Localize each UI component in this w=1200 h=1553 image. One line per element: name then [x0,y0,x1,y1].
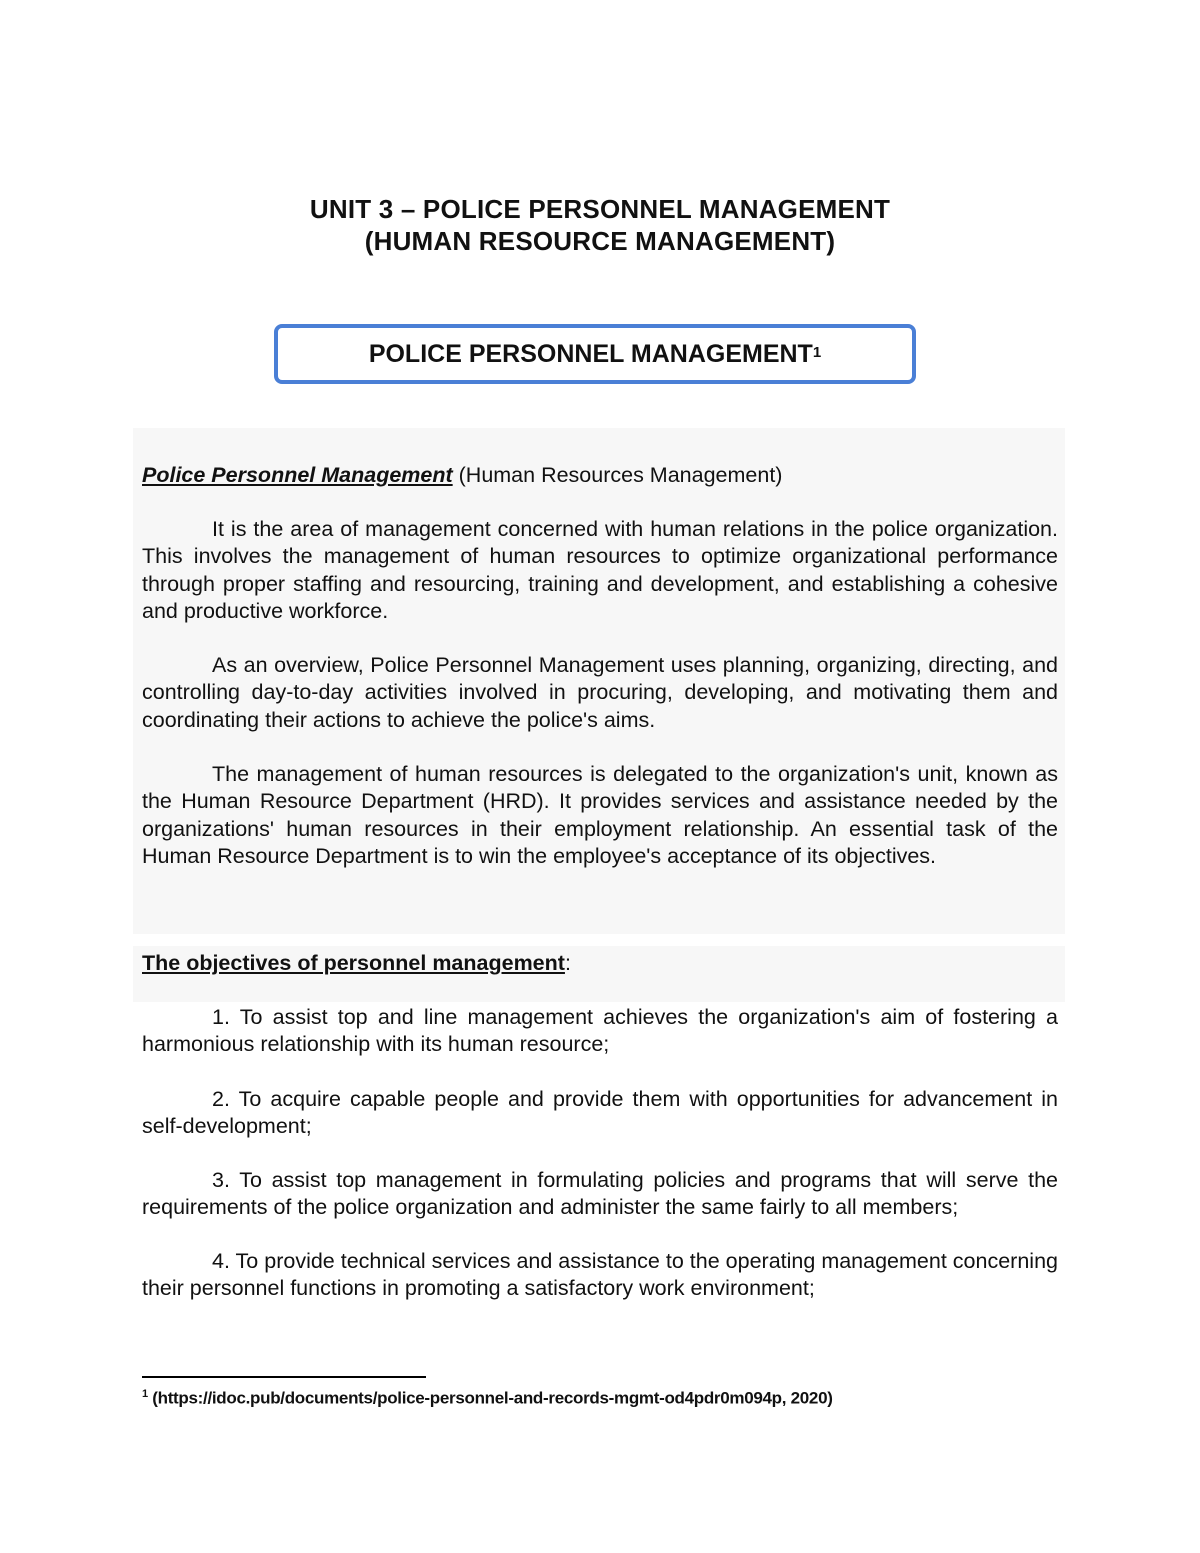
objectives-heading: The objectives of personnel management [142,951,565,975]
paragraph-definition: It is the area of management concerned with human relations in the police organization. This involves the management of human resources to optimize organizational performance through proper staffing and resourcing, training and development, and establishing a cohesive and productive workforce. [142,517,1058,623]
section-title: POLICE PERSONNEL MANAGEMENT [368,339,813,368]
footnote-mark: 1 [142,1388,148,1400]
objective-number: 4. [212,1249,230,1273]
paragraph-overview: As an overview, Police Personnel Management uses planning, organizing, directing, and controlling day-to-day activities involved in procuring, developing, and motivating them and coordinating their actions to achieve the police's aims. [142,653,1058,732]
section-title-box [274,324,916,384]
unit-subtitle: (HUMAN RESOURCE MANAGEMENT) [364,226,836,256]
objective-text: To assist top management in formulating policies and programs that will serve the requirements of the police organization and administer the same fairly to all members; [142,1168,1058,1220]
paragraph-hrd: The management of human resources is delegated to the organization's unit, known as the Human Resource Department (HRD). It provides services and assistance needed by the organizations' human resources in their employment relationship. An essential task of the Human Resource Department is to win the employee's acceptance of its objectives. [142,762,1058,868]
objective-number: 3. [212,1168,230,1192]
unit-title: UNIT 3 – POLICE PERSONNEL MANAGEMENT [309,194,891,224]
footnote [142,1388,833,1409]
objective-item [142,1167,1058,1222]
footnote-text: (https://idoc.pub/documents/police-personnel-and-records-mgmt-od4pdr0m094p, 2020) [147,1388,833,1408]
objective-item [142,1004,1058,1059]
definition-line [142,462,1058,489]
definition-term-suffix: (Human Resources Management) [452,463,783,487]
objective-number: 1. [212,1005,230,1029]
objectives-heading-suffix: : [564,951,571,975]
objective-text: To acquire capable people and provide them with opportunities for advancement in self-development; [142,1087,1058,1139]
objective-number: 2. [212,1087,230,1111]
objective-text: To provide technical services and assistance to the operating management concerning their personnel functions in promoting a satisfactory work environment; [142,1249,1058,1301]
objectives-heading-line [142,950,1058,977]
objective-item [142,1086,1058,1141]
objective-text: To assist top and line management achieves the organization's aim of fostering a harmonious relationship with its human resource; [142,1005,1058,1057]
footnote-reference: 1 [812,343,822,361]
definition-term: Police Personnel Management [142,463,453,487]
objective-item [142,1248,1058,1303]
footnote-divider [142,1376,426,1378]
